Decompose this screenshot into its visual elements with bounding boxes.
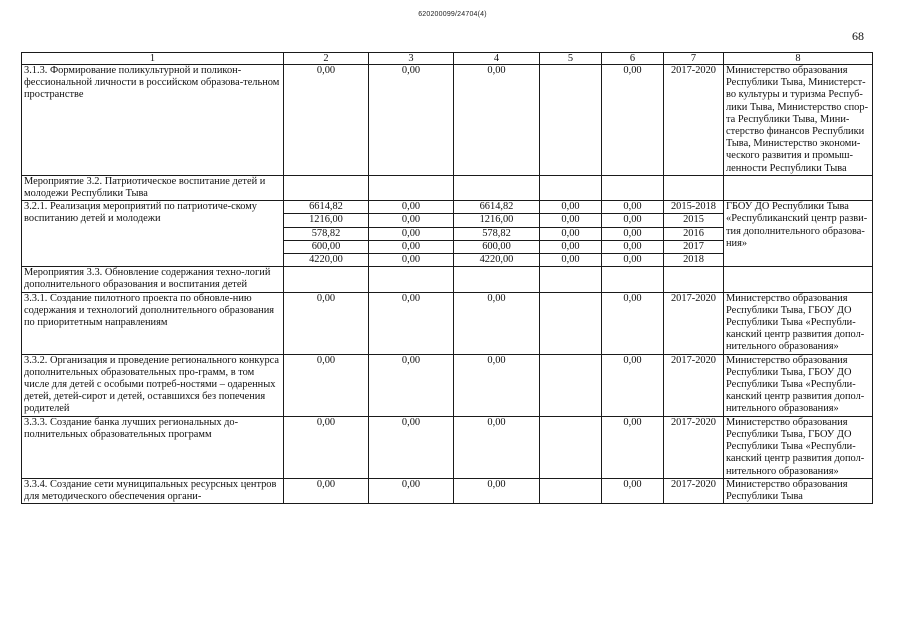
activity-name: 3.3.3. Создание банка лучших региональных до-полнительных образовательных программ bbox=[22, 416, 284, 478]
table-row bbox=[22, 65, 873, 176]
cell-period bbox=[664, 175, 724, 200]
cell-other: 0,00 bbox=[602, 227, 664, 240]
column-header-8: 8 bbox=[724, 53, 873, 65]
cell-federal: 0,00 bbox=[369, 201, 454, 214]
cell-federal: 0,00 bbox=[369, 227, 454, 240]
cell-total: 578,82 bbox=[284, 227, 369, 240]
activity-name: 3.2.1. Реализация мероприятий по патриотиче-скому воспитанию детей и молодежи bbox=[22, 201, 284, 267]
table-row-section bbox=[22, 267, 873, 292]
cell-total: 0,00 bbox=[284, 416, 369, 478]
cell-executor: Министерство образования Республики Тыва, ГБОУ ДО Республики Тыва «Республи-канский центр развития допол-нительного образования» bbox=[724, 292, 873, 354]
cell-federal: 0,00 bbox=[369, 240, 454, 253]
cell-total bbox=[284, 267, 369, 292]
column-header-6: 6 bbox=[602, 53, 664, 65]
cell-period: 2018 bbox=[664, 254, 724, 267]
table-row bbox=[22, 292, 873, 354]
cell-total: 6614,82 bbox=[284, 201, 369, 214]
activity-name: 3.1.3. Формирование поликультурной и поликон-фессиональной личности в российском образова-тельном пространстве bbox=[22, 65, 284, 176]
cell-federal: 0,00 bbox=[369, 292, 454, 354]
cell-other: 0,00 bbox=[602, 240, 664, 253]
cell-executor: Министерство образования Республики Тыва bbox=[724, 478, 873, 503]
cell-republic: 1216,00 bbox=[454, 214, 540, 227]
cell-period bbox=[664, 267, 724, 292]
column-header-7: 7 bbox=[664, 53, 724, 65]
activity-name: 3.3.4. Создание сети муниципальных ресурсных центров для методического обеспечения органи- bbox=[22, 478, 284, 503]
cell-federal bbox=[369, 267, 454, 292]
cell-executor: Министерство образования Республики Тыва, ГБОУ ДО Республики Тыва «Республи-канский центр развития допол-нительного образования» bbox=[724, 416, 873, 478]
cell-other bbox=[602, 267, 664, 292]
cell-period: 2016 bbox=[664, 227, 724, 240]
cell-other: 0,00 bbox=[602, 416, 664, 478]
cell-total: 0,00 bbox=[284, 292, 369, 354]
cell-federal: 0,00 bbox=[369, 416, 454, 478]
cell-republic: 0,00 bbox=[454, 354, 540, 416]
cell-other: 0,00 bbox=[602, 292, 664, 354]
cell-republic: 0,00 bbox=[454, 478, 540, 503]
cell-other: 0,00 bbox=[602, 254, 664, 267]
cell-municipal bbox=[540, 65, 602, 176]
cell-total: 0,00 bbox=[284, 65, 369, 176]
cell-period: 2017-2020 bbox=[664, 416, 724, 478]
cell-period: 2015 bbox=[664, 214, 724, 227]
cell-republic: 0,00 bbox=[454, 292, 540, 354]
cell-period: 2015-2018 bbox=[664, 201, 724, 214]
cell-total: 0,00 bbox=[284, 478, 369, 503]
table-row bbox=[22, 478, 873, 503]
cell-federal: 0,00 bbox=[369, 65, 454, 176]
table-row bbox=[22, 201, 873, 214]
cell-municipal bbox=[540, 175, 602, 200]
cell-municipal bbox=[540, 267, 602, 292]
activity-name: Мероприятие 3.2. Патриотическое воспитание детей и молодежи Республики Тыва bbox=[22, 175, 284, 200]
cell-total: 600,00 bbox=[284, 240, 369, 253]
cell-executor: ГБОУ ДО Республики Тыва «Республиканский центр разви-тия дополнительного образова-ния» bbox=[724, 201, 873, 267]
cell-republic: 0,00 bbox=[454, 416, 540, 478]
cell-republic: 0,00 bbox=[454, 65, 540, 176]
cell-municipal: 0,00 bbox=[540, 254, 602, 267]
cell-period: 2017-2020 bbox=[664, 65, 724, 176]
cell-federal: 0,00 bbox=[369, 354, 454, 416]
table-row-section bbox=[22, 175, 873, 200]
cell-federal: 0,00 bbox=[369, 214, 454, 227]
cell-republic: 6614,82 bbox=[454, 201, 540, 214]
cell-total bbox=[284, 175, 369, 200]
cell-municipal bbox=[540, 416, 602, 478]
cell-total: 0,00 bbox=[284, 354, 369, 416]
cell-municipal: 0,00 bbox=[540, 201, 602, 214]
activity-name: Мероприятия 3.3. Обновление содержания техно-логий дополнительного образования и воспитания детей bbox=[22, 267, 284, 292]
cell-municipal: 0,00 bbox=[540, 240, 602, 253]
cell-municipal: 0,00 bbox=[540, 214, 602, 227]
column-header-1: 1 bbox=[22, 53, 284, 65]
cell-other: 0,00 bbox=[602, 478, 664, 503]
cell-executor bbox=[724, 175, 873, 200]
program-activities-table bbox=[21, 52, 873, 504]
cell-other: 0,00 bbox=[602, 65, 664, 176]
cell-municipal bbox=[540, 478, 602, 503]
cell-municipal bbox=[540, 292, 602, 354]
cell-municipal bbox=[540, 354, 602, 416]
column-header-2: 2 bbox=[284, 53, 369, 65]
activity-name: 3.3.2. Организация и проведение регионального конкурса дополнительных образовательных про-грамм, в том числе для детей с особыми потреб-ностями – одаренных детей, детей-сирот и детей, оставшихся без попечения родителей bbox=[22, 354, 284, 416]
table-row bbox=[22, 354, 873, 416]
cell-republic: 578,82 bbox=[454, 227, 540, 240]
column-header-3: 3 bbox=[369, 53, 454, 65]
cell-total: 4220,00 bbox=[284, 254, 369, 267]
column-header-5: 5 bbox=[540, 53, 602, 65]
cell-other: 0,00 bbox=[602, 201, 664, 214]
cell-executor: Министерство образования Республики Тыва, Министерст-во культуры и туризма Респуб-лики Тыва, Министерство спор-та Республики Тыва, Мини-стерство финансов Республики Тыва, Министерство экономи-ческого развития и промыш-ленности Республики Тыва bbox=[724, 65, 873, 176]
cell-republic: 600,00 bbox=[454, 240, 540, 253]
activity-name: 3.3.1. Создание пилотного проекта по обновле-нию содержания и технологий дополнительного образования по приоритетным направлениям bbox=[22, 292, 284, 354]
cell-period: 2017-2020 bbox=[664, 354, 724, 416]
column-number-row bbox=[22, 53, 873, 65]
cell-republic bbox=[454, 267, 540, 292]
document-id: 620200099/24704(4) bbox=[418, 11, 487, 18]
cell-period: 2017 bbox=[664, 240, 724, 253]
cell-other: 0,00 bbox=[602, 354, 664, 416]
cell-total: 1216,00 bbox=[284, 214, 369, 227]
cell-other bbox=[602, 175, 664, 200]
page-number: 68 bbox=[852, 29, 864, 43]
cell-period: 2017-2020 bbox=[664, 478, 724, 503]
cell-federal: 0,00 bbox=[369, 478, 454, 503]
cell-republic: 4220,00 bbox=[454, 254, 540, 267]
cell-federal bbox=[369, 175, 454, 200]
cell-municipal: 0,00 bbox=[540, 227, 602, 240]
table-row bbox=[22, 416, 873, 478]
cell-federal: 0,00 bbox=[369, 254, 454, 267]
cell-other: 0,00 bbox=[602, 214, 664, 227]
cell-republic bbox=[454, 175, 540, 200]
cell-executor: Министерство образования Республики Тыва, ГБОУ ДО Республики Тыва «Республи-канский центр развития допол-нительного образования» bbox=[724, 354, 873, 416]
column-header-4: 4 bbox=[454, 53, 540, 65]
cell-period: 2017-2020 bbox=[664, 292, 724, 354]
cell-executor bbox=[724, 267, 873, 292]
